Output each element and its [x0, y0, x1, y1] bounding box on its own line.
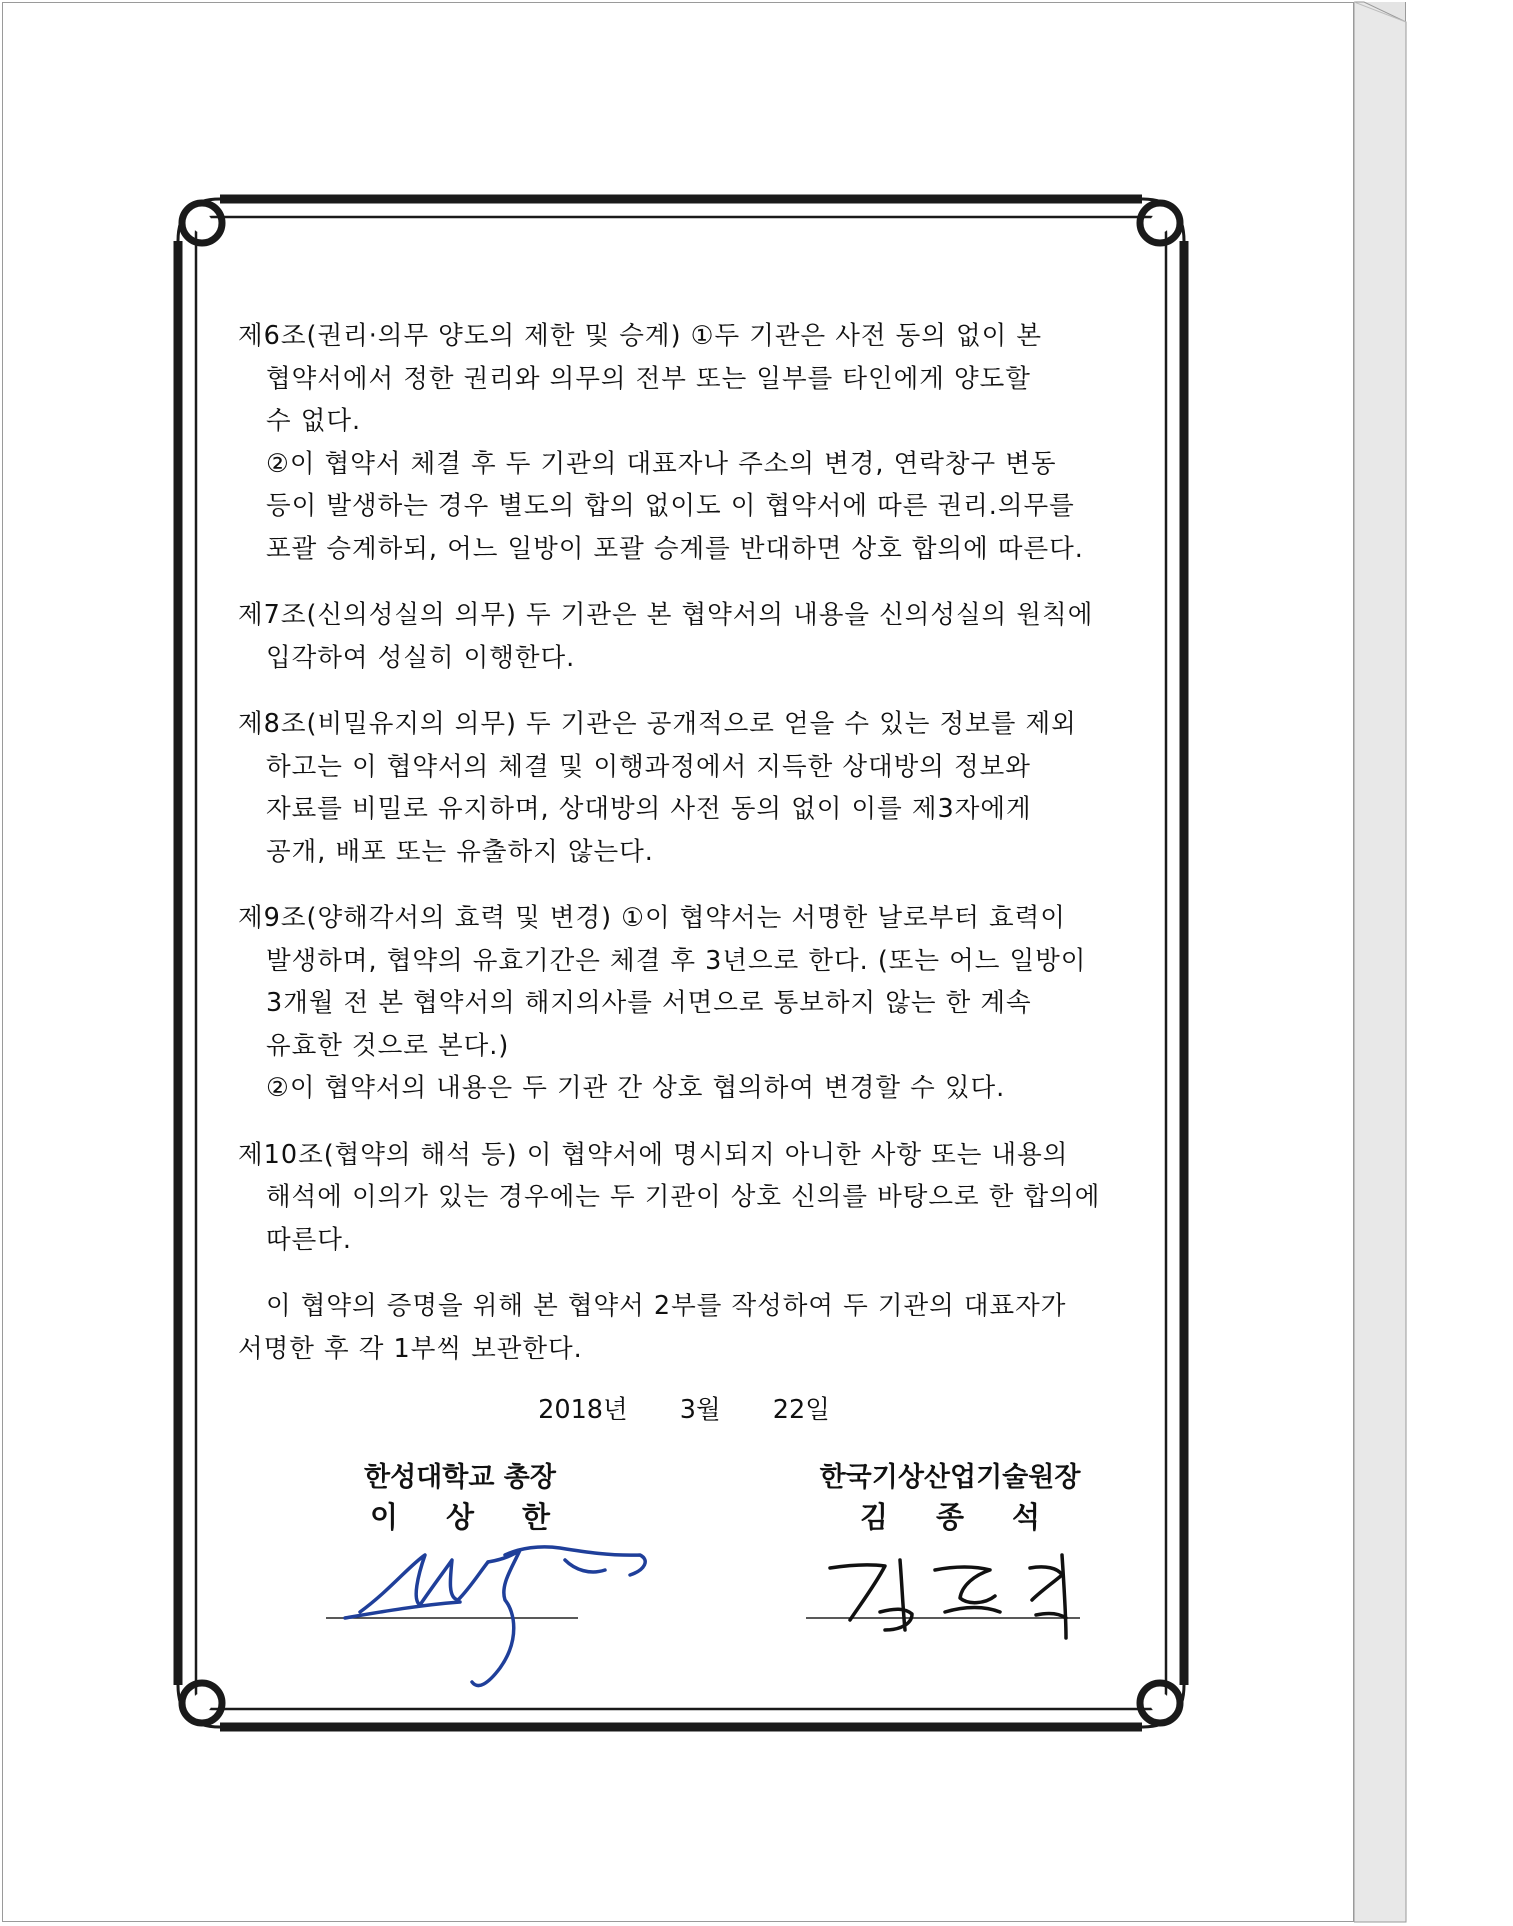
text-line: 포괄 승계하되, 어느 일방이 포괄 승계를 반대하면 상호 합의에 따른다.: [266, 533, 1084, 564]
text-line: 수 없다.: [266, 406, 362, 436]
date-month: 3월: [679, 1395, 721, 1425]
text-line: 제9조(양해각서의 효력 및 변경) ①이 협약서는 서명한 날로부터 효력이: [238, 903, 1066, 933]
text-line: 제8조(비밀유지의 의무) 두 기관은 공개적으로 얻을 수 있는 정보를 제외: [238, 709, 1077, 739]
signatory-title: 한국기상산업기술원장: [819, 1462, 1081, 1493]
closing-statement: [238, 1285, 1130, 1370]
article-6: [238, 315, 1130, 570]
text-line: 3개월 전 본 협약서의 해지의사를 서면으로 통보하지 않는 한 계속: [266, 988, 1032, 1018]
article-7: [238, 594, 1130, 679]
text-line: 등이 발생하는 경우 별도의 합의 없이도 이 협약서에 따른 권리.의무를: [266, 491, 1075, 521]
signatory-right: [790, 1458, 1110, 1536]
text-line: 발생하며, 협약의 유효기간은 체결 후 3년으로 한다. (또는 어느 일방이: [266, 945, 1087, 976]
text-line: 제6조(권리·의무 양도의 제한 및 승계) ①두 기관은 사전 동의 없이 본: [238, 321, 1042, 351]
text-line: 제7조(신의성실의 의무) 두 기관은 본 협약서의 내용을 신의성실의 원칙에: [238, 600, 1094, 630]
signatory-title: 한성대학교 총장: [364, 1462, 556, 1493]
signatory-name: 김종석: [859, 1500, 1089, 1534]
text-line: 제10조(협약의 해석 등) 이 협약서에 명시되지 아니한 사항 또는 내용의: [238, 1139, 1069, 1170]
text-line: 서명한 후 각 1부씩 보관한다.: [238, 1333, 583, 1364]
text-line: 공개, 배포 또는 유출하지 않는다.: [266, 836, 654, 867]
agreement-body: [238, 315, 1130, 1394]
text-line: 하고는 이 협약서의 체결 및 이행과정에서 지득한 상대방의 정보와: [266, 751, 1031, 782]
text-line: 유효한 것으로 본다.): [266, 1030, 510, 1061]
text-line: 협약서에서 정한 권리와 의무의 전부 또는 일부를 타인에게 양도할: [266, 363, 1031, 394]
text-line: 자료를 비밀로 유지하며, 상대방의 사전 동의 없이 이를 제3자에게: [266, 794, 1032, 824]
date-day: 22일: [772, 1395, 830, 1425]
page-edge-shading: [1354, 0, 1414, 1926]
signing-date: [238, 1390, 1130, 1426]
text-line: 입각하여 성실히 이행한다.: [266, 642, 576, 673]
article-8: [238, 703, 1130, 873]
text-line: ②이 협약서 체결 후 두 기관의 대표자나 주소의 변경, 연락창구 변동: [266, 448, 1057, 479]
text-line: 해석에 이의가 있는 경우에는 두 기관이 상호 신의를 바탕으로 한 합의에: [266, 1182, 1101, 1212]
article-10: [238, 1134, 1130, 1262]
date-year: 2018년: [538, 1395, 628, 1425]
signatory-left: [300, 1458, 620, 1536]
signatory-name: 이상한: [369, 1500, 599, 1534]
text-line: 이 협약의 증명을 위해 본 협약서 2부를 작성하여 두 기관의 대표자가: [266, 1291, 1067, 1321]
text-line: ②이 협약서의 내용은 두 기관 간 상호 협의하여 변경할 수 있다.: [266, 1073, 1006, 1103]
text-line: 따른다.: [266, 1224, 353, 1255]
article-9: [238, 897, 1130, 1110]
